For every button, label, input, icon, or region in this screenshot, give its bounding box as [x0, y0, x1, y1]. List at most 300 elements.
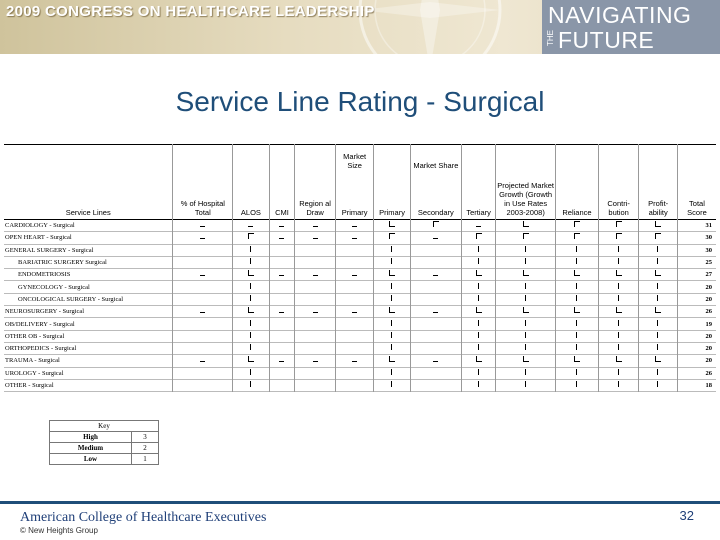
rating-cell	[374, 306, 410, 318]
rating-mark-icon	[657, 369, 659, 375]
rating-cell	[410, 244, 461, 256]
logo-line-1: NAVIGATING	[548, 2, 692, 28]
rating-mark-icon	[250, 295, 252, 301]
rating-mark-icon	[389, 221, 395, 227]
rating-cell	[496, 342, 556, 354]
rating-cell	[335, 220, 373, 232]
rating-cell	[639, 244, 677, 256]
rating-cell	[496, 220, 556, 232]
rating-cell	[462, 269, 496, 281]
rating-mark-icon	[391, 295, 393, 301]
rating-mark-icon	[478, 246, 480, 252]
col-regional-draw: Region al Draw	[295, 145, 336, 220]
rating-mark-icon	[655, 270, 661, 276]
rating-cell	[295, 306, 336, 318]
rating-mark-icon	[476, 223, 481, 227]
rating-cell	[410, 342, 461, 354]
rating-mark-icon	[523, 356, 529, 362]
col-total-score: Total Score	[677, 145, 716, 220]
header-banner	[0, 0, 720, 54]
table-row	[4, 306, 716, 318]
table-row	[4, 244, 716, 256]
total-score-cell: 20	[677, 355, 716, 367]
rating-cell	[173, 367, 233, 379]
rating-cell	[598, 220, 639, 232]
key-label-medium: Medium	[50, 443, 132, 454]
rating-mark-icon	[576, 369, 578, 375]
total-score-cell: 27	[677, 269, 716, 281]
table-header-row	[4, 145, 716, 220]
rating-cell	[233, 281, 269, 293]
rating-cell	[295, 293, 336, 305]
rating-cell	[335, 232, 373, 244]
rating-cell	[496, 306, 556, 318]
rating-mark-icon	[618, 344, 620, 350]
rating-mark-icon	[574, 307, 580, 313]
rating-mark-icon	[250, 344, 252, 350]
rating-cell	[496, 244, 556, 256]
rating-mark-icon	[616, 356, 622, 362]
rating-cell	[335, 342, 373, 354]
rating-cell	[335, 281, 373, 293]
rating-cell	[556, 367, 599, 379]
rating-table	[4, 144, 716, 392]
col-service-lines: Service Lines	[65, 208, 111, 217]
rating-cell	[374, 256, 410, 268]
rating-cell	[410, 232, 461, 244]
total-score-cell: 30	[677, 232, 716, 244]
rating-mark-icon	[433, 235, 438, 239]
key-label-high: High	[50, 432, 132, 443]
rating-mark-icon	[250, 283, 252, 289]
rating-cell	[410, 220, 461, 232]
rating-mark-icon	[478, 344, 480, 350]
service-line-name: GENERAL SURGERY - Surgical	[5, 246, 94, 254]
service-line-name: ENDOMETRIOSIS	[18, 271, 71, 279]
market-share-header: Market Share	[413, 161, 459, 170]
rating-cell	[462, 379, 496, 391]
rating-mark-icon	[279, 235, 284, 239]
rating-cell	[335, 330, 373, 342]
rating-mark-icon	[523, 270, 529, 276]
rating-mark-icon	[657, 344, 659, 350]
key-value-high: 3	[132, 432, 159, 443]
rating-cell	[639, 355, 677, 367]
rating-cell	[639, 367, 677, 379]
rating-mark-icon	[391, 332, 393, 338]
rating-cell	[295, 379, 336, 391]
rating-cell	[233, 306, 269, 318]
rating-mark-icon	[200, 223, 205, 227]
conference-title: 2009 CONGRESS ON HEALTHCARE LEADERSHIP	[6, 3, 375, 20]
rating-mark-icon	[313, 272, 318, 276]
rating-cell	[335, 293, 373, 305]
rating-mark-icon	[200, 272, 205, 276]
rating-mark-icon	[391, 381, 393, 387]
rating-cell	[335, 244, 373, 256]
rating-cell	[173, 232, 233, 244]
rating-cell	[462, 293, 496, 305]
service-line-name: OTHER OB - Surgical	[5, 332, 65, 340]
rating-mark-icon	[574, 233, 580, 239]
page-number: 32	[679, 508, 694, 523]
rating-cell	[639, 379, 677, 391]
rating-cell	[173, 244, 233, 256]
rating-cell	[598, 269, 639, 281]
rating-cell	[335, 367, 373, 379]
rating-mark-icon	[525, 258, 527, 264]
rating-mark-icon	[525, 283, 527, 289]
rating-cell	[335, 318, 373, 330]
rating-mark-icon	[618, 381, 620, 387]
rating-mark-icon	[657, 258, 659, 264]
rating-mark-icon	[476, 356, 482, 362]
rating-cell	[173, 306, 233, 318]
total-score-cell: 20	[677, 330, 716, 342]
total-score-cell: 19	[677, 318, 716, 330]
rating-mark-icon	[478, 283, 480, 289]
rating-cell	[173, 293, 233, 305]
rating-cell	[295, 232, 336, 244]
rating-mark-icon	[391, 246, 393, 252]
rating-mark-icon	[616, 307, 622, 313]
rating-mark-icon	[576, 320, 578, 326]
rating-mark-icon	[200, 235, 205, 239]
col-hospital-total: % of Hospital Total	[173, 145, 233, 220]
service-line-name: BARIATRIC SURGERY Surgical	[18, 259, 107, 267]
rating-cell	[173, 269, 233, 281]
service-line-name: GYNECOLOGY - Surgical	[18, 283, 90, 291]
compass-graphic	[300, 0, 560, 54]
rating-cell	[462, 318, 496, 330]
rating-cell	[496, 355, 556, 367]
rating-mark-icon	[248, 307, 254, 313]
key-value-low: 1	[132, 454, 159, 465]
key-label-low: Low	[50, 454, 132, 465]
rating-cell	[269, 342, 295, 354]
total-score-cell: 20	[677, 342, 716, 354]
rating-cell	[335, 355, 373, 367]
rating-cell	[233, 293, 269, 305]
total-score-cell: 26	[677, 306, 716, 318]
rating-mark-icon	[525, 344, 527, 350]
rating-mark-icon	[391, 369, 393, 375]
rating-cell	[233, 379, 269, 391]
rating-mark-icon	[352, 358, 357, 362]
rating-cell	[295, 281, 336, 293]
rating-mark-icon	[525, 332, 527, 338]
rating-cell	[556, 244, 599, 256]
rating-mark-icon	[478, 258, 480, 264]
rating-cell	[556, 232, 599, 244]
rating-cell	[295, 220, 336, 232]
table-row	[4, 232, 716, 244]
rating-cell	[639, 256, 677, 268]
rating-cell	[410, 367, 461, 379]
rating-mark-icon	[248, 270, 254, 276]
rating-mark-icon	[250, 246, 252, 252]
rating-cell	[374, 367, 410, 379]
rating-cell	[410, 256, 461, 268]
rating-cell	[410, 293, 461, 305]
rating-cell	[556, 318, 599, 330]
rating-cell	[295, 342, 336, 354]
rating-cell	[639, 269, 677, 281]
rating-cell	[269, 306, 295, 318]
rating-cell	[556, 342, 599, 354]
rating-cell	[462, 342, 496, 354]
rating-cell	[233, 220, 269, 232]
rating-cell	[598, 244, 639, 256]
rating-mark-icon	[574, 221, 580, 227]
rating-cell	[598, 281, 639, 293]
rating-cell	[598, 342, 639, 354]
rating-cell	[410, 281, 461, 293]
table-row	[4, 269, 716, 281]
slide-title: Service Line Rating - Surgical	[175, 86, 545, 117]
rating-cell	[462, 256, 496, 268]
rating-cell	[233, 367, 269, 379]
rating-cell	[462, 281, 496, 293]
total-score-cell: 25	[677, 256, 716, 268]
col-profitability: Profit- ability	[639, 145, 677, 220]
rating-mark-icon	[618, 369, 620, 375]
rating-mark-icon	[250, 258, 252, 264]
rating-cell	[462, 220, 496, 232]
rating-key	[49, 420, 159, 465]
rating-cell	[462, 244, 496, 256]
footer-divider	[0, 501, 720, 504]
service-line-name: OB/DELIVERY - Surgical	[5, 320, 75, 328]
col-reliance: Reliance	[556, 145, 599, 220]
total-score-cell: 31	[677, 220, 716, 232]
rating-cell	[639, 220, 677, 232]
rating-mark-icon	[248, 356, 254, 362]
col-projected-growth: Projected Market Growth (Growth in Use Rates 2003-2008)	[496, 145, 556, 220]
table-row	[4, 293, 716, 305]
rating-mark-icon	[313, 358, 318, 362]
rating-cell	[639, 232, 677, 244]
rating-cell	[598, 232, 639, 244]
rating-cell	[410, 318, 461, 330]
rating-cell	[374, 244, 410, 256]
rating-cell	[335, 269, 373, 281]
rating-mark-icon	[657, 246, 659, 252]
market-size-primary-label: Primary	[341, 208, 368, 217]
rating-cell	[233, 256, 269, 268]
rating-mark-icon	[618, 246, 620, 252]
total-score-cell: 30	[677, 244, 716, 256]
rating-cell	[295, 256, 336, 268]
rating-cell	[269, 367, 295, 379]
rating-cell	[598, 293, 639, 305]
rating-cell	[496, 330, 556, 342]
rating-cell	[295, 269, 336, 281]
rating-cell	[269, 379, 295, 391]
rating-mark-icon	[655, 307, 661, 313]
rating-cell	[462, 330, 496, 342]
rating-mark-icon	[657, 381, 659, 387]
rating-cell	[269, 281, 295, 293]
rating-mark-icon	[313, 309, 318, 313]
col-contribution: Contri- bution	[598, 145, 639, 220]
rating-cell	[410, 269, 461, 281]
rating-mark-icon	[576, 381, 578, 387]
rating-cell	[496, 256, 556, 268]
rating-cell	[173, 355, 233, 367]
rating-mark-icon	[616, 221, 622, 227]
rating-cell	[335, 256, 373, 268]
rating-cell	[598, 330, 639, 342]
rating-cell	[295, 367, 336, 379]
rating-cell	[173, 281, 233, 293]
rating-cell	[496, 318, 556, 330]
rating-cell	[269, 220, 295, 232]
table-row	[4, 355, 716, 367]
rating-mark-icon	[250, 332, 252, 338]
rating-mark-icon	[476, 233, 482, 239]
rating-mark-icon	[657, 320, 659, 326]
rating-mark-icon	[574, 270, 580, 276]
table-row	[4, 330, 716, 342]
rating-cell	[374, 379, 410, 391]
rating-cell	[233, 318, 269, 330]
market-size-header: Market Size	[343, 152, 367, 170]
rating-cell	[269, 330, 295, 342]
rating-mark-icon	[576, 332, 578, 338]
rating-cell	[639, 306, 677, 318]
rating-mark-icon	[523, 233, 529, 239]
rating-mark-icon	[657, 283, 659, 289]
rating-mark-icon	[525, 295, 527, 301]
key-value-medium: 2	[132, 443, 159, 454]
rating-mark-icon	[250, 320, 252, 326]
rating-cell	[269, 232, 295, 244]
logo-line-2: FUTURE	[558, 27, 655, 53]
rating-cell	[173, 318, 233, 330]
rating-cell	[374, 318, 410, 330]
rating-cell	[462, 306, 496, 318]
rating-cell	[410, 355, 461, 367]
total-score-cell: 18	[677, 379, 716, 391]
rating-cell	[410, 379, 461, 391]
rating-cell	[295, 318, 336, 330]
service-line-name: NEUROSURGERY - Surgical	[5, 308, 85, 316]
rating-mark-icon	[576, 295, 578, 301]
rating-cell	[173, 342, 233, 354]
rating-cell	[639, 293, 677, 305]
total-score-cell: 20	[677, 293, 716, 305]
rating-mark-icon	[389, 356, 395, 362]
rating-mark-icon	[525, 381, 527, 387]
logo-the: THE	[546, 30, 555, 46]
rating-mark-icon	[389, 307, 395, 313]
rating-cell	[556, 293, 599, 305]
navigating-the-future-logo	[542, 0, 720, 54]
rating-cell	[374, 355, 410, 367]
rating-cell	[639, 342, 677, 354]
rating-cell	[410, 330, 461, 342]
rating-mark-icon	[478, 381, 480, 387]
rating-mark-icon	[618, 295, 620, 301]
footer-copyright: © New Heights Group	[20, 526, 98, 535]
table-row	[4, 367, 716, 379]
rating-mark-icon	[525, 369, 527, 375]
rating-mark-icon	[655, 233, 661, 239]
rating-cell	[462, 355, 496, 367]
share-secondary-label: Secondary	[417, 208, 454, 217]
rating-cell	[556, 220, 599, 232]
rating-mark-icon	[525, 320, 527, 326]
rating-mark-icon	[576, 246, 578, 252]
rating-mark-icon	[433, 272, 438, 276]
table-row	[4, 379, 716, 391]
rating-mark-icon	[655, 356, 661, 362]
rating-cell	[598, 318, 639, 330]
rating-cell	[374, 330, 410, 342]
rating-cell	[556, 269, 599, 281]
rating-cell	[462, 232, 496, 244]
rating-mark-icon	[476, 307, 482, 313]
rating-cell	[269, 269, 295, 281]
rating-mark-icon	[389, 270, 395, 276]
rating-mark-icon	[389, 233, 395, 239]
rating-cell	[556, 281, 599, 293]
rating-mark-icon	[618, 283, 620, 289]
table-row	[4, 256, 716, 268]
rating-mark-icon	[433, 221, 439, 227]
rating-cell	[496, 379, 556, 391]
rating-mark-icon	[576, 283, 578, 289]
rating-cell	[598, 355, 639, 367]
service-line-name: OTHER - Surgical	[5, 382, 54, 389]
total-score-cell: 26	[677, 367, 716, 379]
rating-cell	[496, 281, 556, 293]
rating-cell	[233, 330, 269, 342]
table-row	[4, 220, 716, 232]
rating-mark-icon	[250, 381, 252, 387]
rating-mark-icon	[352, 272, 357, 276]
rating-mark-icon	[478, 369, 480, 375]
rating-cell	[233, 342, 269, 354]
rating-mark-icon	[313, 235, 318, 239]
col-cmi: CMI	[269, 145, 295, 220]
rating-cell	[374, 220, 410, 232]
rating-mark-icon	[200, 309, 205, 313]
rating-cell	[295, 244, 336, 256]
rating-mark-icon	[525, 246, 527, 252]
rating-cell	[374, 269, 410, 281]
rating-cell	[639, 330, 677, 342]
rating-mark-icon	[478, 295, 480, 301]
rating-cell	[639, 281, 677, 293]
rating-cell	[598, 256, 639, 268]
rating-mark-icon	[433, 358, 438, 362]
rating-mark-icon	[576, 258, 578, 264]
rating-cell	[639, 318, 677, 330]
rating-mark-icon	[279, 309, 284, 313]
rating-cell	[556, 379, 599, 391]
rating-cell	[462, 367, 496, 379]
rating-mark-icon	[279, 272, 284, 276]
rating-cell	[233, 232, 269, 244]
rating-mark-icon	[657, 295, 659, 301]
rating-mark-icon	[352, 309, 357, 313]
rating-mark-icon	[352, 223, 357, 227]
rating-mark-icon	[576, 344, 578, 350]
rating-cell	[335, 306, 373, 318]
rating-mark-icon	[618, 320, 620, 326]
